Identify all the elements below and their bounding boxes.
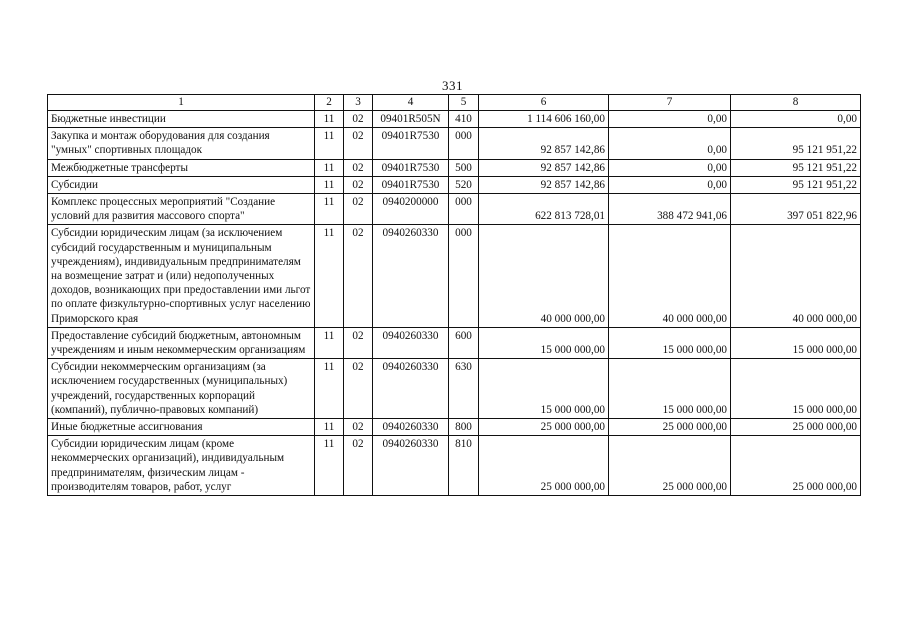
row-name: Субсидии юридическим лицам (кроме некоммерческих организаций), индивидуальным предпринимателям, физическим лицам - производителям товаров, работ, услуг bbox=[48, 436, 315, 496]
row-amount-7: 15 000 000,00 bbox=[609, 359, 731, 419]
row-expense-type: 000 bbox=[449, 128, 479, 159]
row-subsection: 02 bbox=[344, 419, 373, 436]
row-expense-type: 520 bbox=[449, 176, 479, 193]
row-amount-6: 40 000 000,00 bbox=[479, 225, 609, 327]
row-expense-type: 410 bbox=[449, 111, 479, 128]
row-subsection: 02 bbox=[344, 225, 373, 327]
page-number: 331 bbox=[442, 78, 463, 93]
header-row bbox=[48, 95, 861, 111]
row-amount-7: 0,00 bbox=[609, 159, 731, 176]
row-name: Субсидии юридическим лицам (за исключением субсидий государственным и муниципальным учреждениям), индивидуальным предпринимателям на возмещение затрат и (или) недополученных доходов, возникающих при предоставлении ими льгот по оплате физкультурно-спортивных услуг населению Приморского края bbox=[48, 225, 315, 327]
row-expense-type: 600 bbox=[449, 327, 479, 358]
row-amount-6: 15 000 000,00 bbox=[479, 327, 609, 358]
table-row bbox=[48, 359, 861, 419]
row-subsection: 02 bbox=[344, 194, 373, 225]
row-target-code: 09401R7530 bbox=[373, 128, 449, 159]
row-subsection: 02 bbox=[344, 176, 373, 193]
row-amount-8: 40 000 000,00 bbox=[731, 225, 861, 327]
row-target-code: 0940260330 bbox=[373, 359, 449, 419]
table-row bbox=[48, 111, 861, 128]
row-section: 11 bbox=[315, 176, 344, 193]
table-row bbox=[48, 128, 861, 159]
row-amount-7: 40 000 000,00 bbox=[609, 225, 731, 327]
row-amount-8: 95 121 951,22 bbox=[731, 176, 861, 193]
row-section: 11 bbox=[315, 359, 344, 419]
row-target-code: 0940200000 bbox=[373, 194, 449, 225]
row-target-code: 0940260330 bbox=[373, 419, 449, 436]
row-amount-8: 95 121 951,22 bbox=[731, 159, 861, 176]
row-expense-type: 810 bbox=[449, 436, 479, 496]
row-amount-8: 25 000 000,00 bbox=[731, 436, 861, 496]
row-name: Межбюджетные трансферты bbox=[48, 159, 315, 176]
row-amount-7: 15 000 000,00 bbox=[609, 327, 731, 358]
row-name: Комплекс процессных мероприятий "Создание условий для развития массового спорта" bbox=[48, 194, 315, 225]
row-subsection: 02 bbox=[344, 128, 373, 159]
row-section: 11 bbox=[315, 111, 344, 128]
header-cell: 8 bbox=[731, 95, 861, 111]
row-target-code: 0940260330 bbox=[373, 327, 449, 358]
row-target-code: 09401R7530 bbox=[373, 159, 449, 176]
row-amount-8: 397 051 822,96 bbox=[731, 194, 861, 225]
table-row bbox=[48, 419, 861, 436]
row-target-code: 0940260330 bbox=[373, 225, 449, 327]
row-subsection: 02 bbox=[344, 159, 373, 176]
row-section: 11 bbox=[315, 225, 344, 327]
row-amount-8: 15 000 000,00 bbox=[731, 359, 861, 419]
row-amount-6: 25 000 000,00 bbox=[479, 419, 609, 436]
row-amount-8: 95 121 951,22 bbox=[731, 128, 861, 159]
row-expense-type: 500 bbox=[449, 159, 479, 176]
row-section: 11 bbox=[315, 159, 344, 176]
row-target-code: 09401R505N bbox=[373, 111, 449, 128]
header-cell: 1 bbox=[48, 95, 315, 111]
table-row bbox=[48, 436, 861, 496]
row-section: 11 bbox=[315, 194, 344, 225]
row-subsection: 02 bbox=[344, 327, 373, 358]
row-name: Закупка и монтаж оборудования для создания "умных" спортивных площадок bbox=[48, 128, 315, 159]
budget-table bbox=[47, 94, 861, 496]
header-cell: 3 bbox=[344, 95, 373, 111]
row-name: Бюджетные инвестиции bbox=[48, 111, 315, 128]
table-row bbox=[48, 176, 861, 193]
row-subsection: 02 bbox=[344, 111, 373, 128]
row-amount-7: 0,00 bbox=[609, 111, 731, 128]
table-row bbox=[48, 194, 861, 225]
row-amount-6: 92 857 142,86 bbox=[479, 159, 609, 176]
row-subsection: 02 bbox=[344, 436, 373, 496]
row-section: 11 bbox=[315, 327, 344, 358]
row-section: 11 bbox=[315, 128, 344, 159]
row-amount-7: 25 000 000,00 bbox=[609, 436, 731, 496]
row-amount-8: 15 000 000,00 bbox=[731, 327, 861, 358]
row-amount-6: 92 857 142,86 bbox=[479, 176, 609, 193]
header-cell: 7 bbox=[609, 95, 731, 111]
table-row bbox=[48, 327, 861, 358]
row-amount-8: 0,00 bbox=[731, 111, 861, 128]
row-amount-6: 92 857 142,86 bbox=[479, 128, 609, 159]
row-section: 11 bbox=[315, 419, 344, 436]
row-amount-7: 0,00 bbox=[609, 176, 731, 193]
table-row bbox=[48, 225, 861, 327]
row-target-code: 0940260330 bbox=[373, 436, 449, 496]
row-amount-7: 388 472 941,06 bbox=[609, 194, 731, 225]
row-expense-type: 800 bbox=[449, 419, 479, 436]
table-row bbox=[48, 159, 861, 176]
row-expense-type: 630 bbox=[449, 359, 479, 419]
row-amount-6: 25 000 000,00 bbox=[479, 436, 609, 496]
row-name: Субсидии некоммерческим организациям (за исключением государственных (муниципальных) учреждений, государственных корпораций (компаний), публично-правовых компаний) bbox=[48, 359, 315, 419]
row-amount-6: 15 000 000,00 bbox=[479, 359, 609, 419]
header-cell: 5 bbox=[449, 95, 479, 111]
header-cell: 4 bbox=[373, 95, 449, 111]
row-expense-type: 000 bbox=[449, 225, 479, 327]
row-target-code: 09401R7530 bbox=[373, 176, 449, 193]
row-amount-6: 622 813 728,01 bbox=[479, 194, 609, 225]
row-amount-7: 0,00 bbox=[609, 128, 731, 159]
row-expense-type: 000 bbox=[449, 194, 479, 225]
row-amount-6: 1 114 606 160,00 bbox=[479, 111, 609, 128]
header-cell: 6 bbox=[479, 95, 609, 111]
row-subsection: 02 bbox=[344, 359, 373, 419]
row-name: Субсидии bbox=[48, 176, 315, 193]
row-amount-8: 25 000 000,00 bbox=[731, 419, 861, 436]
row-name: Предоставление субсидий бюджетным, автономным учреждениям и иным некоммерческим организациям bbox=[48, 327, 315, 358]
row-section: 11 bbox=[315, 436, 344, 496]
header-cell: 2 bbox=[315, 95, 344, 111]
row-name: Иные бюджетные ассигнования bbox=[48, 419, 315, 436]
row-amount-7: 25 000 000,00 bbox=[609, 419, 731, 436]
